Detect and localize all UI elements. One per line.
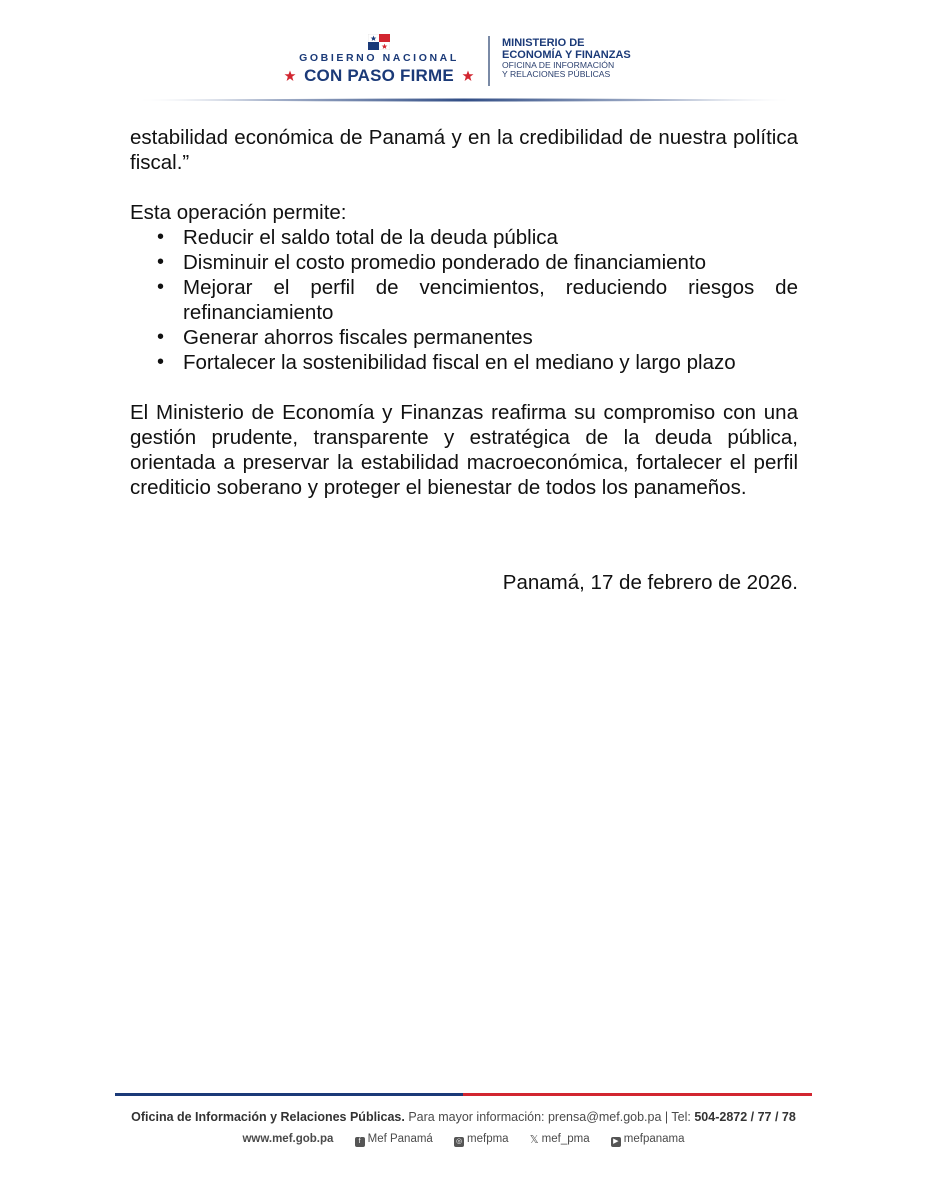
intro-paragraph: estabilidad económica de Panamá y en la credibilidad de nuestra política fiscal.”: [130, 126, 798, 174]
facebook-text: Mef Panamá: [367, 1133, 433, 1145]
x-text: mef_pma: [541, 1133, 590, 1145]
bullet-icon: •: [157, 251, 165, 273]
letterhead: [0, 0, 927, 112]
star-icon: [462, 70, 474, 82]
header-rule: [140, 97, 788, 103]
header-divider: [488, 36, 490, 86]
bullet-icon: •: [157, 326, 165, 348]
footer-rule: [115, 1093, 812, 1096]
ministry-line-2: ECONOMÍA Y FINANZAS: [502, 48, 631, 61]
x-link[interactable]: [530, 1133, 590, 1145]
youtube-link[interactable]: [611, 1133, 685, 1147]
footer-contact: [0, 1110, 927, 1124]
footer-office: Oficina de Información y Relaciones Públicas.: [131, 1110, 405, 1124]
list-item: [130, 275, 798, 325]
government-logo: [284, 34, 474, 90]
office-line-1: OFICINA DE INFORMACIÓN: [502, 60, 615, 71]
bullet-icon: •: [157, 226, 165, 248]
list-item: [130, 250, 798, 275]
office-line-2: Y RELACIONES PÚBLICAS: [502, 69, 611, 80]
government-slogan: CON PASO FIRME: [304, 66, 454, 85]
list-item: [130, 350, 798, 375]
benefits-list: [130, 225, 798, 375]
list-item: [130, 325, 798, 350]
footer-info: Para mayor información: prensa@mef.gob.pa | Tel:: [408, 1110, 691, 1124]
closing-paragraph: El Ministerio de Economía y Finanzas reafirma su compromiso con una gestión prudente, transparente y estratégica de la deuda pública, orientada a preservar la estabilidad macroeconómica, fortalecer el perfil crediticio soberano y proteger el bienestar de todos los panameños.: [130, 401, 798, 499]
list-item-text: Reducir el saldo total de la deuda pública: [183, 226, 558, 249]
list-lead: Esta operación permite:: [130, 201, 347, 224]
x-icon: 𝕏: [529, 1134, 539, 1146]
list-item-text: Generar ahorros fiscales permanentes: [183, 326, 533, 349]
instagram-link[interactable]: [454, 1133, 509, 1147]
footer-social: [0, 1133, 927, 1147]
dateline: Panamá, 17 de febrero de 2026.: [502, 571, 798, 594]
government-tagline: GOBIERNO NACIONAL: [299, 52, 459, 64]
website-link[interactable]: [242, 1133, 333, 1145]
bullet-icon: •: [157, 351, 165, 373]
website-text: www.mef.gob.pa: [242, 1133, 334, 1145]
ministry-line-1: MINISTERIO DE: [502, 37, 585, 49]
instagram-text: mefpma: [467, 1133, 509, 1145]
list-item: [130, 225, 798, 250]
press-release-body: [130, 125, 798, 500]
facebook-link[interactable]: [355, 1133, 433, 1147]
footer-phone: 504-2872 / 77 / 78: [694, 1110, 796, 1124]
list-item-text: Disminuir el costo promedio ponderado de financiamiento: [183, 251, 707, 274]
panama-flag-icon: [368, 34, 390, 50]
instagram-icon: ◎: [455, 1138, 463, 1145]
bullet-icon: •: [157, 276, 165, 298]
ministry-name: [502, 38, 702, 79]
list-item-text: Mejorar el perfil de vencimientos, reduciendo riesgos de refinanciamiento: [183, 276, 798, 324]
facebook-icon: f: [355, 1137, 365, 1147]
youtube-text: mefpanama: [623, 1133, 685, 1145]
youtube-icon: ▶: [611, 1137, 621, 1147]
list-item-text: Fortalecer la sostenibilidad fiscal en el mediano y largo plazo: [183, 351, 736, 374]
